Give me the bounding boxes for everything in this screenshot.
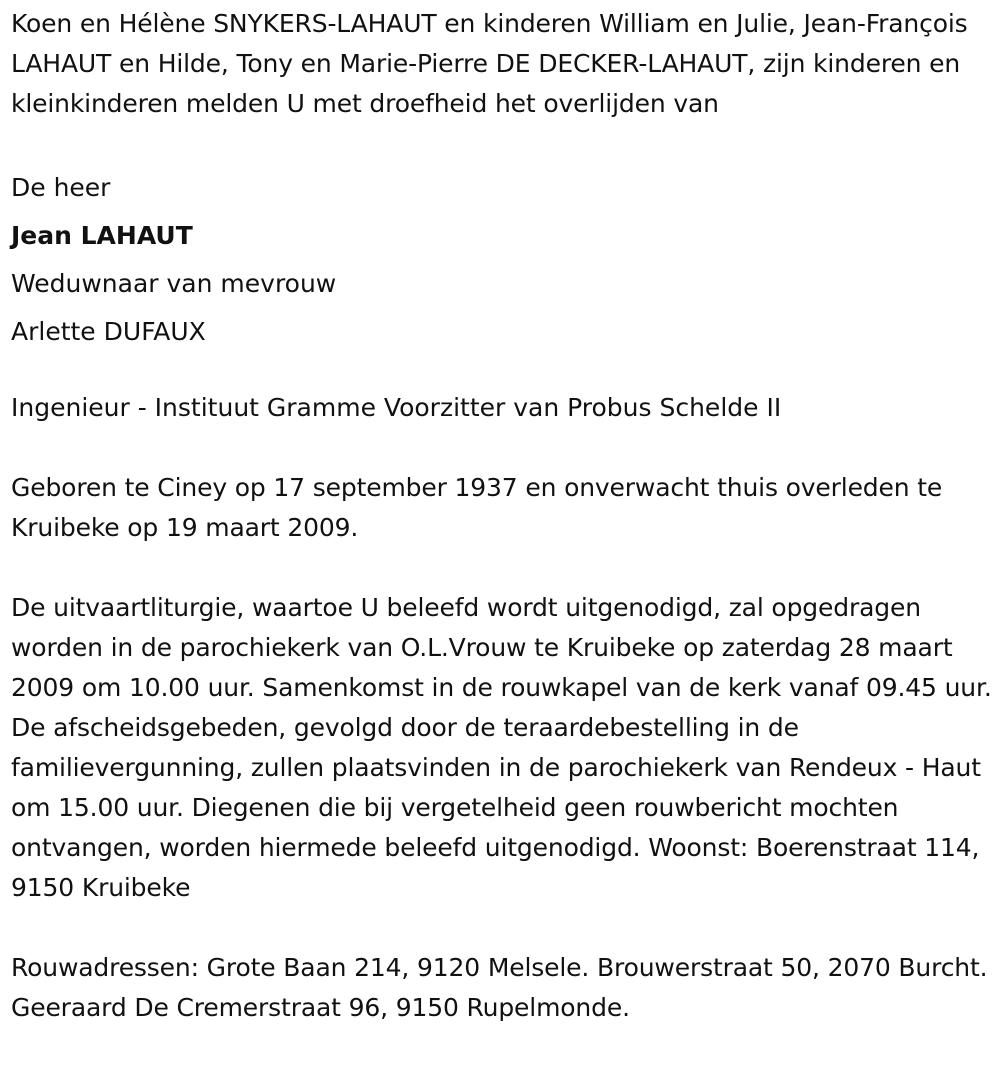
spouse-name: Arlette DUFAUX (11, 317, 206, 346)
spacer (11, 908, 996, 948)
spacer (11, 428, 996, 468)
salutation: De heer (11, 173, 111, 202)
birth-death-paragraph: Geboren te Ciney op 17 september 1937 en onverwacht thuis overleden te Kruibeke op 19 maart 2009. (11, 473, 943, 542)
spacer (11, 356, 996, 388)
mourning-addresses: Rouwadressen: Grote Baan 214, 9120 Melsele. Brouwerstraat 50, 2070 Burcht. Geeraard De Cremerstraat 96, 9150 Rupelmonde. (11, 953, 988, 1022)
spacer (11, 548, 996, 588)
deceased-name: Jean LAHAUT (11, 221, 193, 250)
intro-paragraph: Koen en Hélène SNYKERS-LAHAUT en kinderen William en Julie, Jean-François LAHAUT en Hilde, Tony en Marie-Pierre DE DECKER-LAHAUT, zijn kinderen en kleinkinderen melden U met droefheid het overlijden van (11, 9, 968, 118)
profession: Ingenieur - Instituut Gramme Voorzitter van Probus Schelde II (11, 393, 782, 422)
widower-line: Weduwnaar van mevrouw (11, 269, 337, 298)
funeral-paragraph: De uitvaartliturgie, waartoe U beleefd wordt uitgenodigd, zal opgedragen worden in de parochiekerk van O.L.Vrouw te Kruibeke op zaterdag 28 maart 2009 om 10.00 uur. Samenkomst in de rouwkapel van de kerk vanaf 09.45 uur. De afscheidsgebeden, gevolgd door de teraardebestelling in de familievergunning, zullen plaatsvinden in de parochiekerk van Rendeux - Haut om 15.00 uur. Diegenen die bij vergetelheid geen rouwbericht mochten ontvangen, worden hiermede beleefd uitgenodigd. Woonst: Boerenstraat 114, 9150 Kruibeke (11, 593, 992, 902)
obituary-notice (11, 4, 996, 1028)
spacer (11, 124, 996, 164)
